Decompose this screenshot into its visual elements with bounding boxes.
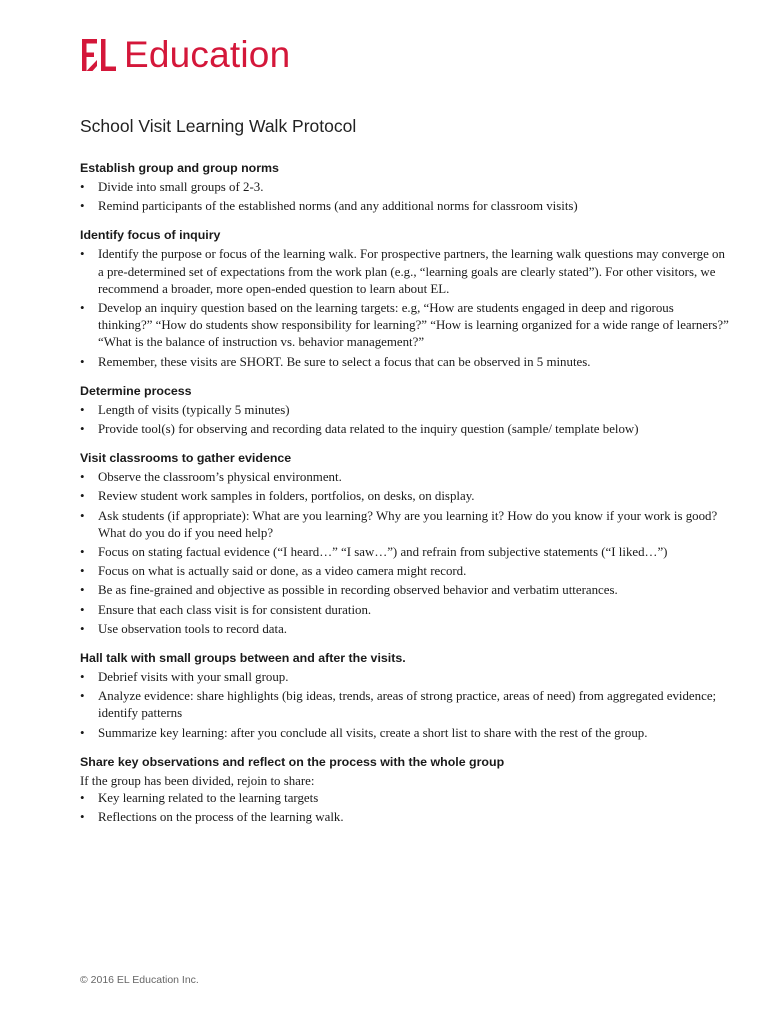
list-item: [80, 469, 730, 486]
section-heading: Establish group and group norms: [80, 161, 279, 175]
bullet-icon: •: [80, 602, 85, 617]
bullet-list: [80, 790, 730, 826]
list-item-text: Remember, these visits are SHORT. Be sure to select a focus that can be observed in 5 minutes.: [98, 354, 591, 369]
el-education-logo: [80, 34, 290, 76]
list-item: [80, 198, 730, 215]
bullet-icon: •: [80, 470, 85, 485]
bullet-icon: •: [80, 621, 85, 636]
bullet-icon: •: [80, 199, 85, 214]
section-heading: Determine process: [80, 383, 192, 398]
bullet-icon: •: [80, 422, 85, 437]
list-item-text: Develop an inquiry question based on the learning targets: e.g, “How are students engaged in deep and rigorous thinking?” “How do students show responsibility for learning?” “How is learning organized for a wide range of learners?” “What is the balance of instruction vs. behavior management?”: [98, 301, 729, 350]
list-item-text: Analyze evidence: share highlights (big ideas, trends, areas of strong practice, areas of need) from aggregated evidence; identify patterns: [98, 689, 717, 721]
bullet-list: [80, 402, 730, 438]
list-item: [80, 179, 730, 196]
list-item: [80, 669, 730, 686]
list-item: [80, 582, 730, 599]
bullet-icon: •: [80, 564, 85, 579]
list-item: [80, 246, 730, 298]
logo-wordmark: Education: [124, 34, 291, 75]
bullet-icon: •: [80, 810, 85, 825]
section: [80, 754, 730, 826]
bullet-icon: •: [80, 583, 85, 598]
bullet-icon: •: [80, 489, 85, 504]
list-item-text: Remind participants of the established norms (and any additional norms for classroom visits): [98, 199, 578, 214]
el-logo-icon: [80, 35, 120, 75]
section-heading: Identify focus of inquiry: [80, 228, 221, 243]
bullet-list: [80, 246, 730, 370]
list-item-text: Identify the purpose or focus of the learning walk. For prospective partners, the learning walk questions may converge on a pre-determined set of expectations from the work plan (e.g., “learning goals are clearly stated”). For other visitors, we recommend a broader, more open-ended question to learn about EL.: [98, 247, 725, 296]
list-item-text: Reflections on the process of the learning walk.: [98, 810, 344, 825]
list-item-text: Observe the classroom’s physical environment.: [98, 470, 342, 485]
list-item: [80, 300, 730, 352]
list-item: [80, 563, 730, 580]
bullet-icon: •: [80, 354, 85, 369]
section-heading: Share key observations and reflect on the process with the whole group: [80, 754, 505, 769]
list-item-text: Focus on stating factual evidence (“I heard…” “I saw…”) and refrain from subjective statements (“I liked…”): [98, 545, 668, 560]
list-item: [80, 809, 730, 826]
list-item: [80, 421, 730, 438]
section: [80, 160, 730, 215]
bullet-icon: •: [80, 402, 85, 417]
list-item-text: Debrief visits with your small group.: [98, 670, 289, 685]
list-item: [80, 544, 730, 561]
section-heading: Visit classrooms to gather evidence: [80, 451, 292, 466]
list-item: [80, 621, 730, 638]
list-item-text: Provide tool(s) for observing and recording data related to the inquiry question (sample/ template below): [98, 422, 639, 437]
list-item: [80, 402, 730, 419]
list-item: [80, 602, 730, 619]
bullet-icon: •: [80, 247, 85, 262]
list-item: [80, 688, 730, 722]
footer-copyright: © 2016 EL Education Inc.: [80, 974, 199, 986]
protocol-content: [80, 160, 730, 838]
list-item: [80, 790, 730, 807]
list-item: [80, 725, 730, 742]
bullet-icon: •: [80, 508, 85, 523]
list-item-text: Divide into small groups of 2-3.: [98, 180, 264, 194]
document-title: School Visit Learning Walk Protocol: [80, 116, 357, 136]
section: [80, 450, 730, 638]
bullet-icon: •: [80, 725, 85, 740]
list-item-text: Key learning related to the learning targets: [98, 790, 319, 805]
section: [80, 227, 730, 370]
bullet-list: [80, 469, 730, 638]
list-item: [80, 508, 730, 542]
list-item: [80, 354, 730, 371]
bullet-icon: •: [80, 301, 85, 316]
bullet-icon: •: [80, 790, 85, 805]
section: [80, 383, 730, 438]
list-item-text: Ask students (if appropriate): What are you learning? Why are you learning it? How do you know if your work is good? What do you do if you need help?: [98, 508, 718, 540]
section-heading: Hall talk with small groups between and after the visits.: [80, 651, 406, 666]
section: [80, 650, 730, 742]
bullet-list: [80, 669, 730, 742]
list-item-text: Focus on what is actually said or done, as a video camera might record.: [98, 564, 467, 579]
list-item: [80, 488, 730, 505]
list-item-text: Length of visits (typically 5 minutes): [98, 402, 290, 417]
bullet-icon: •: [80, 180, 85, 194]
bullet-icon: •: [80, 670, 85, 685]
list-item-text: Summarize key learning: after you conclude all visits, create a short list to share with the rest of the group.: [98, 725, 648, 740]
section-intro: If the group has been divided, rejoin to share:: [80, 773, 315, 788]
list-item-text: Use observation tools to record data.: [98, 621, 288, 636]
list-item-text: Be as fine-grained and objective as possible in recording observed behavior and verbatim utterances.: [98, 583, 618, 598]
bullet-icon: •: [80, 689, 85, 704]
list-item-text: Ensure that each class visit is for consistent duration.: [98, 602, 372, 617]
bullet-icon: •: [80, 545, 85, 560]
bullet-list: [80, 179, 730, 215]
list-item-text: Review student work samples in folders, portfolios, on desks, on display.: [98, 489, 475, 504]
